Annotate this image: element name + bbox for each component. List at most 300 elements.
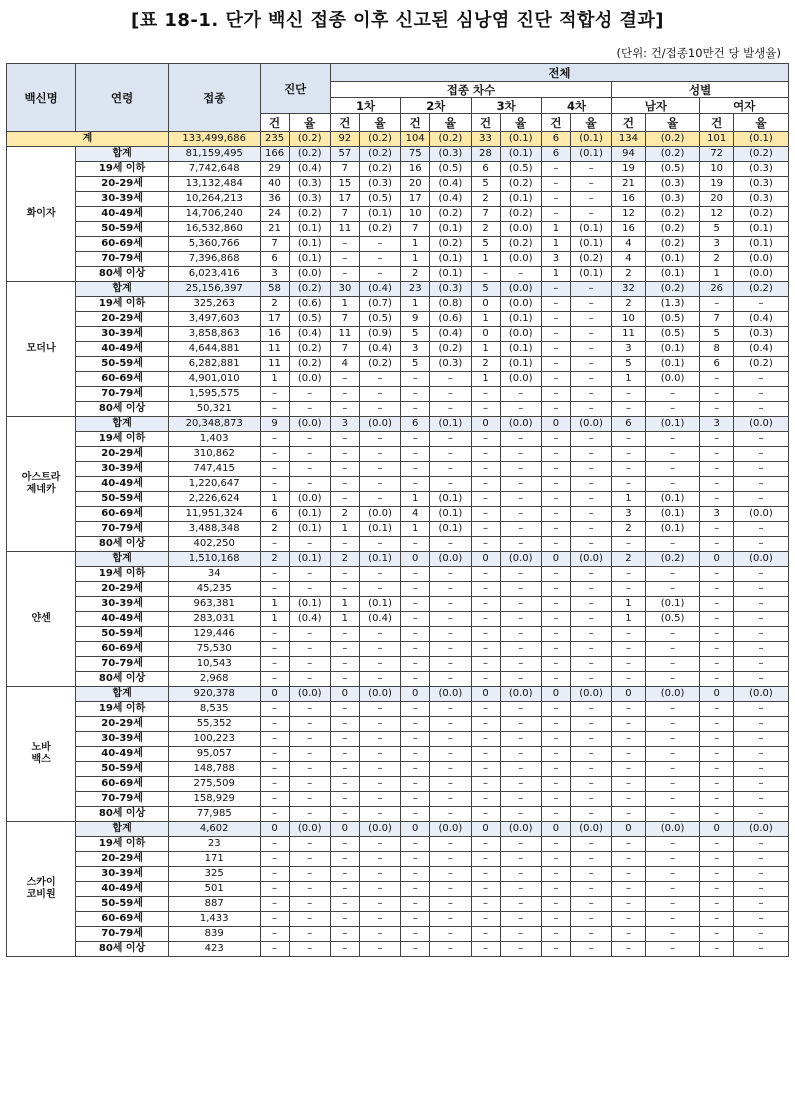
case-count-cell: – bbox=[612, 387, 646, 402]
rate-cell: – bbox=[430, 432, 471, 447]
rate-cell: – bbox=[645, 732, 700, 747]
case-count-cell: 2 bbox=[471, 192, 500, 207]
rate-cell: (0.0) bbox=[733, 822, 788, 837]
rate-cell: (0.1) bbox=[500, 312, 541, 327]
case-count-cell: – bbox=[471, 792, 500, 807]
case-count-cell: – bbox=[330, 387, 359, 402]
rate-cell: – bbox=[645, 852, 700, 867]
case-count-cell: 5 bbox=[612, 357, 646, 372]
case-count-cell: 10 bbox=[700, 162, 734, 177]
rate-cell: – bbox=[359, 447, 400, 462]
case-count-cell: – bbox=[330, 447, 359, 462]
case-count-cell: – bbox=[612, 447, 646, 462]
rate-cell: – bbox=[430, 702, 471, 717]
rate-cell: – bbox=[645, 927, 700, 942]
rate-cell: (0.1) bbox=[570, 222, 611, 237]
dose-count-cell: 16,532,860 bbox=[168, 222, 260, 237]
table-row bbox=[7, 177, 789, 192]
rate-cell: (0.1) bbox=[359, 552, 400, 567]
case-count-cell: – bbox=[700, 777, 734, 792]
rate-cell: (0.5) bbox=[645, 327, 700, 342]
case-count-cell: – bbox=[401, 597, 430, 612]
rate-cell: (0.2) bbox=[359, 222, 400, 237]
dose-count-cell: 6,023,416 bbox=[168, 267, 260, 282]
case-count-cell: 0 bbox=[612, 822, 646, 837]
age-group-label: 50-59세 bbox=[76, 222, 169, 237]
case-count-cell: – bbox=[401, 477, 430, 492]
case-count-cell: – bbox=[401, 672, 430, 687]
rate-cell: – bbox=[570, 297, 611, 312]
case-count-cell: – bbox=[612, 927, 646, 942]
rate-cell: – bbox=[500, 882, 541, 897]
rate-cell: (0.2) bbox=[570, 252, 611, 267]
rate-cell: – bbox=[430, 882, 471, 897]
case-count-cell: – bbox=[401, 372, 430, 387]
rate-cell: (0.0) bbox=[289, 492, 330, 507]
rate-cell: – bbox=[289, 462, 330, 477]
case-count-cell: – bbox=[401, 642, 430, 657]
dose-count-cell: 81,159,495 bbox=[168, 147, 260, 162]
rate-cell: (0.5) bbox=[430, 162, 471, 177]
case-count-cell: 0 bbox=[541, 687, 570, 702]
case-count-cell: 5 bbox=[401, 357, 430, 372]
case-count-cell: – bbox=[700, 432, 734, 447]
case-count-cell: – bbox=[700, 897, 734, 912]
rate-cell: – bbox=[289, 852, 330, 867]
case-count-cell: 2 bbox=[471, 222, 500, 237]
case-count-cell: – bbox=[401, 627, 430, 642]
rate-cell: (0.0) bbox=[289, 687, 330, 702]
case-count-cell: 104 bbox=[401, 132, 430, 147]
rate-cell: – bbox=[430, 567, 471, 582]
case-count-cell: – bbox=[330, 717, 359, 732]
case-count-cell: – bbox=[700, 762, 734, 777]
rate-cell: – bbox=[500, 927, 541, 942]
rate-cell: – bbox=[570, 777, 611, 792]
rate-cell: (0.3) bbox=[359, 177, 400, 192]
table-row bbox=[7, 402, 789, 417]
case-count-cell: – bbox=[541, 732, 570, 747]
case-count-cell: 9 bbox=[260, 417, 289, 432]
dose-count-cell: 158,929 bbox=[168, 792, 260, 807]
rate-cell: (0.3) bbox=[430, 147, 471, 162]
age-group-label: 합계 bbox=[76, 282, 169, 297]
rate-cell: (0.2) bbox=[359, 132, 400, 147]
header-cases: 건 bbox=[541, 114, 570, 132]
dose-count-cell: 8,535 bbox=[168, 702, 260, 717]
rate-cell: – bbox=[570, 162, 611, 177]
case-count-cell: – bbox=[700, 612, 734, 627]
rate-cell: – bbox=[733, 927, 788, 942]
rate-cell: – bbox=[500, 492, 541, 507]
case-count-cell: 9 bbox=[401, 312, 430, 327]
rate-cell: (0.4) bbox=[359, 282, 400, 297]
rate-cell: (0.1) bbox=[645, 417, 700, 432]
case-count-cell: – bbox=[541, 432, 570, 447]
table-row bbox=[7, 522, 789, 537]
rate-cell: (0.0) bbox=[570, 822, 611, 837]
age-group-label: 40-49세 bbox=[76, 747, 169, 762]
rate-cell: – bbox=[359, 237, 400, 252]
case-count-cell: – bbox=[700, 597, 734, 612]
case-count-cell: 11 bbox=[330, 222, 359, 237]
header-dose-1: 1차 bbox=[330, 98, 400, 114]
rate-cell: – bbox=[570, 432, 611, 447]
case-count-cell: – bbox=[541, 897, 570, 912]
rate-cell: – bbox=[500, 507, 541, 522]
table-row bbox=[7, 927, 789, 942]
rate-cell: – bbox=[645, 627, 700, 642]
case-count-cell: – bbox=[471, 777, 500, 792]
header-rate: 율 bbox=[430, 114, 471, 132]
case-count-cell: 5 bbox=[700, 222, 734, 237]
rate-cell: (0.1) bbox=[359, 522, 400, 537]
rate-cell: (0.1) bbox=[733, 132, 788, 147]
age-group-label: 50-59세 bbox=[76, 357, 169, 372]
case-count-cell: – bbox=[700, 447, 734, 462]
rate-cell: – bbox=[570, 927, 611, 942]
rate-cell: – bbox=[570, 192, 611, 207]
case-count-cell: – bbox=[401, 927, 430, 942]
age-group-label: 19세 이하 bbox=[76, 837, 169, 852]
rate-cell: – bbox=[359, 402, 400, 417]
case-count-cell: 7 bbox=[471, 207, 500, 222]
case-count-cell: 5 bbox=[700, 327, 734, 342]
case-count-cell: – bbox=[330, 477, 359, 492]
rate-cell: (0.3) bbox=[645, 177, 700, 192]
case-count-cell: – bbox=[471, 612, 500, 627]
dose-count-cell: 7,742,648 bbox=[168, 162, 260, 177]
case-count-cell: – bbox=[541, 657, 570, 672]
case-count-cell: 1 bbox=[260, 612, 289, 627]
case-count-cell: – bbox=[471, 762, 500, 777]
case-count-cell: – bbox=[401, 897, 430, 912]
rate-cell: – bbox=[500, 597, 541, 612]
case-count-cell: – bbox=[260, 747, 289, 762]
case-count-cell: – bbox=[471, 807, 500, 822]
age-group-label: 20-29세 bbox=[76, 177, 169, 192]
rate-cell: – bbox=[359, 627, 400, 642]
rate-cell: – bbox=[645, 447, 700, 462]
case-count-cell: 11 bbox=[260, 342, 289, 357]
dose-count-cell: 1,220,647 bbox=[168, 477, 260, 492]
rate-cell: – bbox=[500, 897, 541, 912]
rate-cell: – bbox=[733, 432, 788, 447]
case-count-cell: – bbox=[401, 387, 430, 402]
rate-cell: – bbox=[570, 177, 611, 192]
case-count-cell: – bbox=[471, 462, 500, 477]
rate-cell: (0.1) bbox=[570, 132, 611, 147]
rate-cell: (0.2) bbox=[733, 147, 788, 162]
case-count-cell: – bbox=[401, 567, 430, 582]
table-row bbox=[7, 297, 789, 312]
table-row bbox=[7, 252, 789, 267]
rate-cell: – bbox=[733, 882, 788, 897]
age-group-label: 80세 이상 bbox=[76, 402, 169, 417]
case-count-cell: 2 bbox=[330, 552, 359, 567]
case-count-cell: – bbox=[401, 777, 430, 792]
rate-cell: (0.0) bbox=[500, 282, 541, 297]
case-count-cell: – bbox=[541, 702, 570, 717]
rate-cell: – bbox=[733, 372, 788, 387]
rate-cell: (0.0) bbox=[733, 687, 788, 702]
rate-cell: – bbox=[430, 402, 471, 417]
rate-cell: – bbox=[570, 327, 611, 342]
rate-cell: – bbox=[500, 582, 541, 597]
case-count-cell: – bbox=[541, 312, 570, 327]
case-count-cell: – bbox=[541, 642, 570, 657]
rate-cell: (0.4) bbox=[359, 342, 400, 357]
case-count-cell: – bbox=[260, 867, 289, 882]
rate-cell: – bbox=[500, 672, 541, 687]
rate-cell: – bbox=[645, 807, 700, 822]
rate-cell: – bbox=[289, 477, 330, 492]
rate-cell: – bbox=[733, 837, 788, 852]
rate-cell: (0.5) bbox=[359, 312, 400, 327]
rate-cell: – bbox=[289, 672, 330, 687]
case-count-cell: – bbox=[471, 882, 500, 897]
case-count-cell: – bbox=[612, 432, 646, 447]
case-count-cell: – bbox=[541, 342, 570, 357]
rate-cell: – bbox=[570, 747, 611, 762]
rate-cell: – bbox=[500, 732, 541, 747]
header-cases: 건 bbox=[330, 114, 359, 132]
case-count-cell: – bbox=[700, 642, 734, 657]
rate-cell: – bbox=[500, 852, 541, 867]
rate-cell: – bbox=[645, 657, 700, 672]
case-count-cell: 0 bbox=[401, 687, 430, 702]
case-count-cell: – bbox=[330, 762, 359, 777]
age-group-label: 30-39세 bbox=[76, 867, 169, 882]
rate-cell: (0.0) bbox=[289, 267, 330, 282]
rate-cell: (0.2) bbox=[645, 132, 700, 147]
case-count-cell: – bbox=[612, 627, 646, 642]
age-group-label: 80세 이상 bbox=[76, 537, 169, 552]
case-count-cell: – bbox=[700, 702, 734, 717]
age-group-label: 80세 이상 bbox=[76, 942, 169, 957]
case-count-cell: – bbox=[260, 852, 289, 867]
case-count-cell: – bbox=[330, 252, 359, 267]
rate-cell: – bbox=[733, 387, 788, 402]
dose-count-cell: 129,446 bbox=[168, 627, 260, 642]
header-dose-2: 2차 bbox=[401, 98, 471, 114]
rate-cell: – bbox=[289, 807, 330, 822]
rate-cell: – bbox=[733, 297, 788, 312]
case-count-cell: – bbox=[401, 462, 430, 477]
rate-cell: – bbox=[359, 432, 400, 447]
case-count-cell: – bbox=[330, 567, 359, 582]
rate-cell: (0.4) bbox=[289, 327, 330, 342]
dose-count-cell: 100,223 bbox=[168, 732, 260, 747]
rate-cell: – bbox=[570, 702, 611, 717]
rate-cell: – bbox=[359, 642, 400, 657]
rate-cell: (0.2) bbox=[430, 132, 471, 147]
case-count-cell: 2 bbox=[330, 507, 359, 522]
rate-cell: (0.2) bbox=[733, 207, 788, 222]
case-count-cell: 0 bbox=[700, 822, 734, 837]
rate-cell: (0.0) bbox=[733, 507, 788, 522]
rate-cell: – bbox=[645, 567, 700, 582]
age-group-label: 19세 이하 bbox=[76, 702, 169, 717]
case-count-cell: – bbox=[330, 942, 359, 957]
table-row bbox=[7, 657, 789, 672]
rate-cell: – bbox=[289, 732, 330, 747]
rate-cell: (0.1) bbox=[430, 507, 471, 522]
table-row bbox=[7, 492, 789, 507]
rate-cell: – bbox=[359, 672, 400, 687]
rate-cell: – bbox=[733, 942, 788, 957]
table-row bbox=[7, 702, 789, 717]
rate-cell: (0.1) bbox=[359, 597, 400, 612]
case-count-cell: 1 bbox=[541, 267, 570, 282]
case-count-cell: – bbox=[260, 627, 289, 642]
rate-cell: (0.2) bbox=[289, 342, 330, 357]
case-count-cell: – bbox=[330, 867, 359, 882]
case-count-cell: – bbox=[541, 777, 570, 792]
rate-cell: – bbox=[570, 897, 611, 912]
header-cases: 건 bbox=[260, 114, 289, 132]
case-count-cell: 11 bbox=[330, 327, 359, 342]
dose-count-cell: 4,602 bbox=[168, 822, 260, 837]
case-count-cell: 0 bbox=[471, 327, 500, 342]
rate-cell: – bbox=[430, 897, 471, 912]
age-group-label: 80세 이상 bbox=[76, 672, 169, 687]
age-group-label: 20-29세 bbox=[76, 312, 169, 327]
rate-cell: – bbox=[733, 402, 788, 417]
case-count-cell: – bbox=[260, 582, 289, 597]
rate-cell: – bbox=[733, 777, 788, 792]
rate-cell: – bbox=[733, 867, 788, 882]
case-count-cell: 28 bbox=[471, 147, 500, 162]
case-count-cell: – bbox=[471, 522, 500, 537]
rate-cell: – bbox=[570, 642, 611, 657]
case-count-cell: – bbox=[541, 402, 570, 417]
case-count-cell: – bbox=[541, 192, 570, 207]
rate-cell: – bbox=[570, 312, 611, 327]
rate-cell: (0.5) bbox=[289, 312, 330, 327]
case-count-cell: – bbox=[700, 837, 734, 852]
case-count-cell: – bbox=[330, 582, 359, 597]
case-count-cell: 58 bbox=[260, 282, 289, 297]
age-group-label: 20-29세 bbox=[76, 582, 169, 597]
case-count-cell: – bbox=[260, 777, 289, 792]
case-count-cell: 0 bbox=[471, 297, 500, 312]
rate-cell: (0.0) bbox=[500, 222, 541, 237]
dose-count-cell: 55,352 bbox=[168, 717, 260, 732]
case-count-cell: – bbox=[471, 447, 500, 462]
rate-cell: – bbox=[430, 447, 471, 462]
dose-count-cell: 3,488,348 bbox=[168, 522, 260, 537]
case-count-cell: – bbox=[541, 717, 570, 732]
case-count-cell: – bbox=[700, 717, 734, 732]
rate-cell: – bbox=[430, 792, 471, 807]
rate-cell: – bbox=[733, 522, 788, 537]
age-group-label: 50-59세 bbox=[76, 492, 169, 507]
unit-note: (단위: 건/접종10만건 당 발생율) bbox=[616, 46, 781, 60]
case-count-cell: – bbox=[471, 942, 500, 957]
header-rate: 율 bbox=[570, 114, 611, 132]
case-count-cell: 2 bbox=[612, 267, 646, 282]
case-count-cell: – bbox=[541, 792, 570, 807]
rate-cell: (1.3) bbox=[645, 297, 700, 312]
rate-cell: (0.2) bbox=[430, 342, 471, 357]
case-count-cell: – bbox=[541, 372, 570, 387]
rate-cell: – bbox=[645, 642, 700, 657]
dose-count-cell: 839 bbox=[168, 927, 260, 942]
rate-cell: – bbox=[733, 807, 788, 822]
rate-cell: – bbox=[733, 702, 788, 717]
rate-cell: – bbox=[645, 717, 700, 732]
case-count-cell: 1 bbox=[471, 312, 500, 327]
case-count-cell: 23 bbox=[401, 282, 430, 297]
case-count-cell: 21 bbox=[260, 222, 289, 237]
case-count-cell: 0 bbox=[541, 552, 570, 567]
rate-cell: – bbox=[733, 462, 788, 477]
rate-cell: – bbox=[289, 762, 330, 777]
header-age: 연령 bbox=[76, 64, 169, 132]
header-rate: 율 bbox=[359, 114, 400, 132]
table-row bbox=[7, 882, 789, 897]
rate-cell: – bbox=[733, 792, 788, 807]
dose-count-cell: 148,788 bbox=[168, 762, 260, 777]
table-row bbox=[7, 222, 789, 237]
case-count-cell: 16 bbox=[260, 327, 289, 342]
header-dose-order: 접종 차수 bbox=[330, 82, 611, 98]
case-count-cell: – bbox=[700, 867, 734, 882]
rate-cell: – bbox=[570, 612, 611, 627]
rate-cell: – bbox=[733, 762, 788, 777]
case-count-cell: 3 bbox=[700, 237, 734, 252]
case-count-cell: 1 bbox=[612, 492, 646, 507]
case-count-cell: – bbox=[260, 792, 289, 807]
table-row bbox=[7, 777, 789, 792]
case-count-cell: – bbox=[471, 507, 500, 522]
dose-count-cell: 13,132,484 bbox=[168, 177, 260, 192]
rate-cell: – bbox=[359, 702, 400, 717]
case-count-cell: 5 bbox=[471, 177, 500, 192]
rate-cell: – bbox=[570, 582, 611, 597]
rate-cell: – bbox=[733, 852, 788, 867]
header-rate: 율 bbox=[500, 114, 541, 132]
rate-cell: – bbox=[570, 792, 611, 807]
case-count-cell: 15 bbox=[330, 177, 359, 192]
age-group-label: 50-59세 bbox=[76, 762, 169, 777]
rate-cell: – bbox=[359, 777, 400, 792]
table-row bbox=[7, 207, 789, 222]
case-count-cell: 0 bbox=[700, 687, 734, 702]
rate-cell: – bbox=[570, 282, 611, 297]
case-count-cell: – bbox=[260, 657, 289, 672]
case-count-cell: – bbox=[541, 447, 570, 462]
rate-cell: – bbox=[500, 522, 541, 537]
case-count-cell: 72 bbox=[700, 147, 734, 162]
dose-count-cell: 310,862 bbox=[168, 447, 260, 462]
rate-cell: – bbox=[645, 702, 700, 717]
case-count-cell: 1 bbox=[612, 372, 646, 387]
case-count-cell: 1 bbox=[471, 342, 500, 357]
case-count-cell: – bbox=[260, 762, 289, 777]
table-row bbox=[7, 507, 789, 522]
rate-cell: – bbox=[430, 537, 471, 552]
case-count-cell: 0 bbox=[471, 687, 500, 702]
table-row bbox=[7, 627, 789, 642]
rate-cell: – bbox=[570, 912, 611, 927]
rate-cell: (0.1) bbox=[289, 597, 330, 612]
rate-cell: (0.2) bbox=[645, 222, 700, 237]
case-count-cell: 29 bbox=[260, 162, 289, 177]
case-count-cell: – bbox=[471, 567, 500, 582]
case-count-cell: 32 bbox=[612, 282, 646, 297]
